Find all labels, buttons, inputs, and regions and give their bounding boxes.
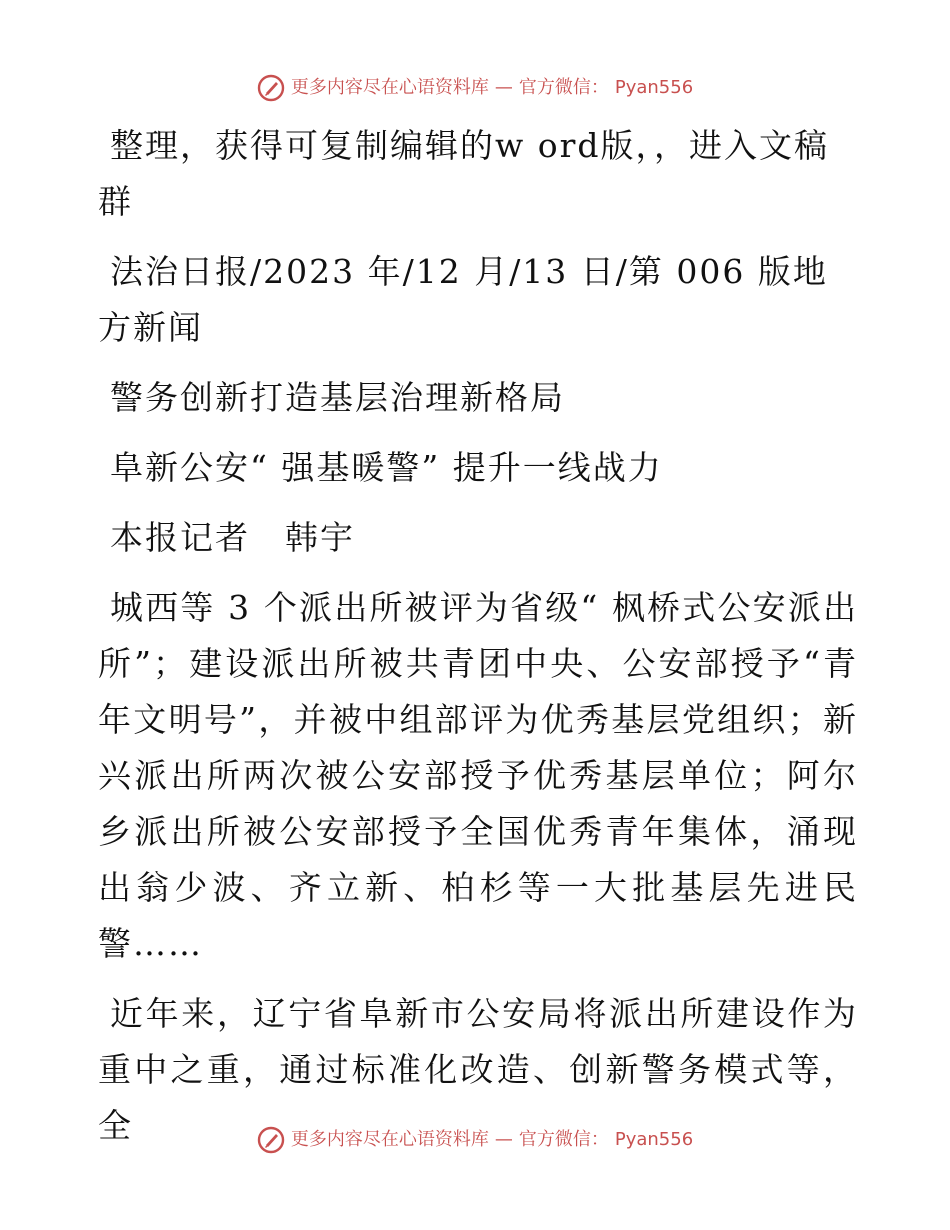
quill-logo-icon	[257, 1126, 285, 1154]
quill-logo-icon	[257, 74, 285, 102]
source-line: 法治日报/2023 年/12 月/13 日/第 006 版地方新闻	[98, 252, 828, 347]
body-paragraph-2: 近年来，辽宁省阜新市公安局将派出所建设作为重中之重，通过标准化改造、创新警务模式等，全	[98, 994, 858, 1145]
document-body	[98, 118, 858, 1168]
body-paragraph-1: 城西等 3 个派出所被评为省级“ 枫桥式公安派出所”；建设派出所被共青团中央、公安部授予“青年文明号”，并被中组部评为优秀基层党组织；新兴派出所两次被公安部授予优秀基层单位；阿尔乡派出所被公安部授予全国优秀青年集体，涌现出翁少波、齐立新、柏杉等一大批基层先进民警……	[98, 588, 858, 963]
watermark-dash: —	[494, 77, 513, 98]
watermark-wechat-id: Pyan556	[614, 1129, 694, 1150]
article-headline: 警务创新打造基层治理新格局	[110, 378, 565, 417]
footer-watermark	[0, 1126, 950, 1154]
byline: 本报记者 韩宇	[110, 518, 355, 557]
article-subheadline: 阜新公安“ 强基暖警” 提升一线战力	[110, 448, 663, 487]
watermark-dash: —	[494, 1129, 513, 1150]
header-watermark	[0, 74, 950, 102]
watermark-official-label: 官方微信：	[518, 77, 609, 98]
watermark-site-text: 更多内容尽在心语资料库	[290, 1129, 489, 1150]
watermark-wechat-id: Pyan556	[614, 77, 694, 98]
intro-line: 整理，获得可复制编辑的w ord版，，进入文稿群	[98, 126, 830, 221]
watermark-official-label: 官方微信：	[518, 1129, 609, 1150]
watermark-site-text: 更多内容尽在心语资料库	[290, 77, 489, 98]
